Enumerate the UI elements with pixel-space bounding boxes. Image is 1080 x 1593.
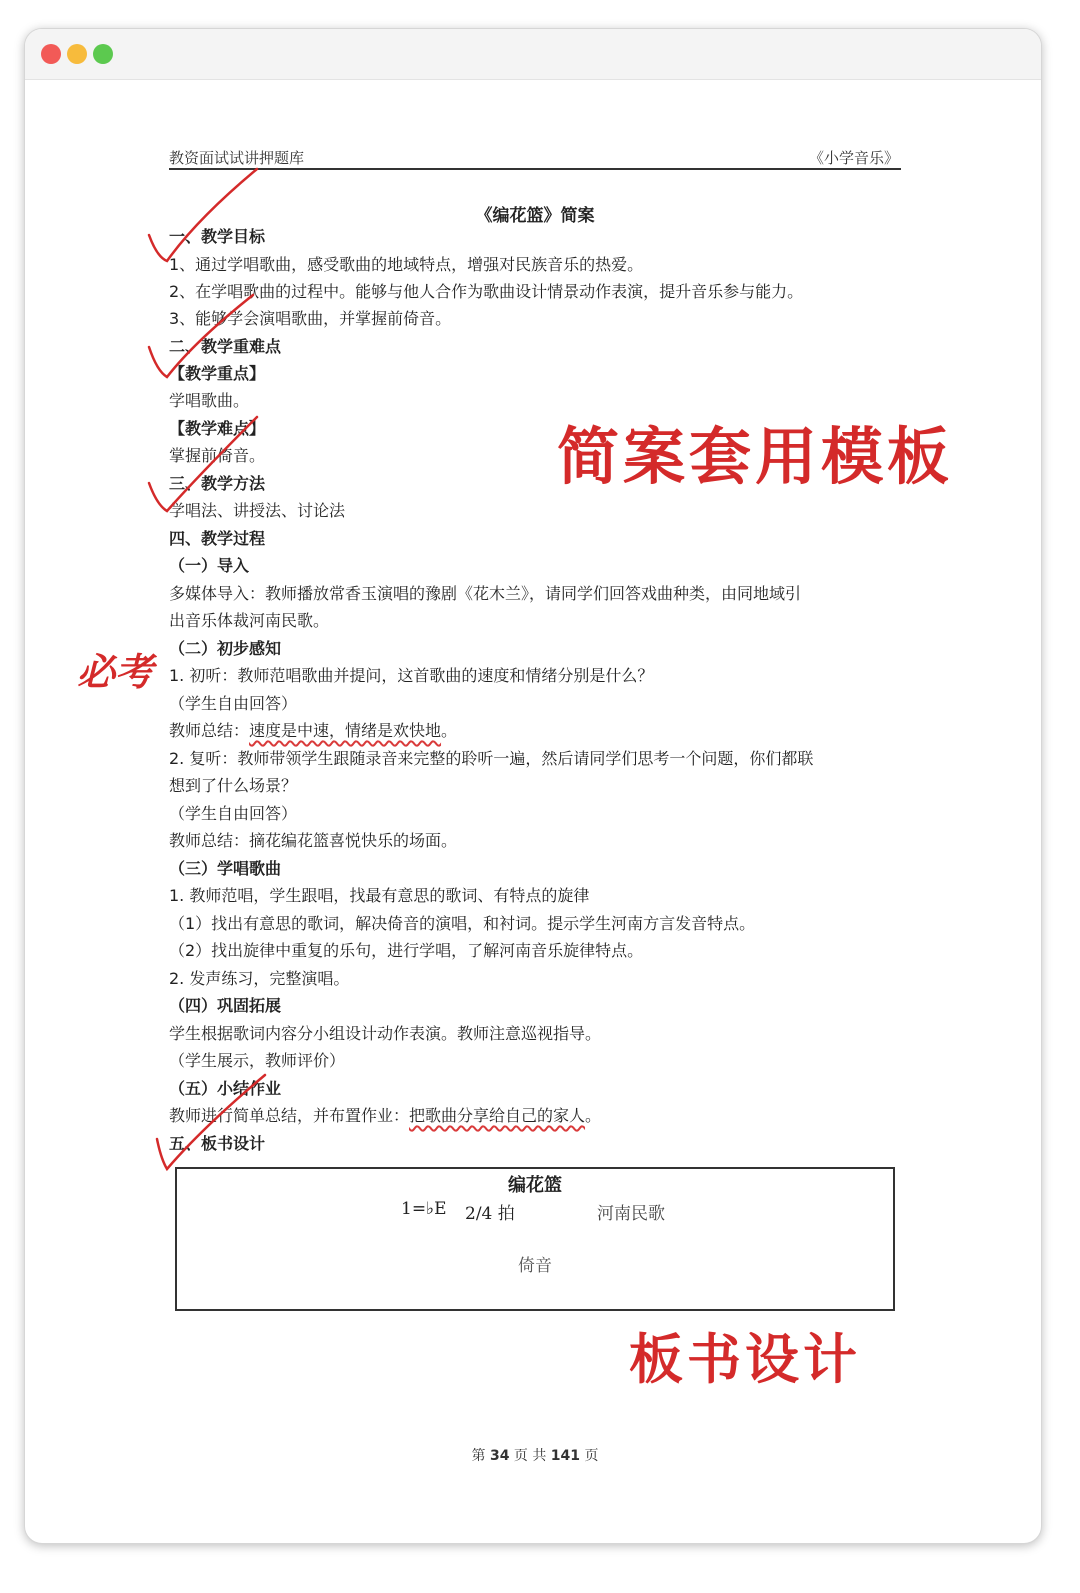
section-heading: 一、教学目标: [169, 227, 266, 246]
paragraph: 3、能够学会演唱歌曲，并掌握前倚音。: [169, 309, 452, 328]
check-mark-icon: [149, 169, 257, 261]
footer-prefix: 第: [471, 1448, 486, 1464]
paragraph: 学唱法、讲授法、讨论法: [169, 501, 346, 520]
paragraph: 想到了什么场景？: [169, 776, 298, 795]
board-title: 编花篮: [508, 1175, 562, 1196]
subheading: （二）初步感知: [169, 639, 282, 658]
paragraph: （学生展示，教师评价）: [169, 1051, 346, 1070]
footer-mid: 页 共: [513, 1448, 547, 1464]
paragraph: 学生根据歌词内容分小组设计动作表演。教师注意巡视指导。: [169, 1024, 602, 1043]
check-mark-icon: [149, 295, 253, 377]
board-grace-note: 倚音: [518, 1256, 552, 1276]
board-genre: 河南民歌: [597, 1204, 665, 1224]
subheading: （一）导入: [169, 556, 250, 575]
subheading: （四）巩固拓展: [169, 996, 282, 1015]
page-header-left: 教资面试试讲押题库: [169, 149, 305, 167]
subheading: （五）小结作业: [169, 1079, 282, 1098]
total-pages: 141: [550, 1448, 581, 1464]
subheading: 【教学难点】: [169, 419, 266, 438]
page-number: 34: [489, 1448, 510, 1464]
handwritten-template-note: 简案套用模板: [557, 420, 954, 493]
handwritten-board-note: 板书设计: [629, 1327, 861, 1391]
paragraph: 1. 教师范唱，学生跟唱，找最有意思的歌词、有特点的旋律: [169, 886, 590, 905]
paragraph: 2. 发声练习，完整演唱。: [169, 969, 350, 988]
section-heading: 四、教学过程: [169, 529, 266, 548]
text-segment: 教师总结：: [169, 721, 250, 740]
document-window: [24, 28, 1042, 1544]
board-meter: 2/4 拍: [465, 1204, 515, 1224]
paragraph: 学唱歌曲。: [169, 391, 250, 410]
paragraph: （2）找出旋律中重复的乐句，进行学唱，了解河南音乐旋律特点。: [169, 941, 644, 960]
section-heading: 五、板书设计: [169, 1134, 266, 1153]
paragraph: 出音乐体裁河南民歌。: [169, 611, 330, 630]
paragraph: 2. 复听：教师带领学生跟随录音来完整的聆听一遍，然后请同学们思考一个问题，你们都联: [169, 749, 814, 768]
section-heading: 三、教学方法: [169, 474, 266, 493]
subheading: 【教学重点】: [169, 364, 266, 383]
board-key: 1=♭E: [401, 1199, 447, 1219]
underlined-text: 速度是中速，情绪是欢快地: [249, 721, 442, 740]
text-segment: 。: [441, 721, 458, 740]
paragraph: 2、在学唱歌曲的过程中。能够与他人合作为歌曲设计情景动作表演，提升音乐参与能力。: [169, 282, 804, 301]
check-mark-icon: [149, 417, 257, 511]
underlined-text: 把歌曲分享给自己的家人: [409, 1106, 586, 1125]
text-segment: 教师进行简单总结，并布置作业：: [169, 1106, 410, 1125]
check-mark-icon: [157, 1075, 265, 1169]
subheading: （三）学唱歌曲: [169, 859, 282, 878]
paragraph: 掌握前倚音。: [169, 446, 266, 465]
page-header-right: 《小学音乐》: [808, 149, 899, 167]
handwritten-checkmarks: [25, 29, 1041, 1543]
paragraph: 教师总结：摘花编花篮喜悦快乐的场面。: [169, 831, 458, 850]
text-segment: 。: [585, 1106, 602, 1125]
paragraph: （学生自由回答）: [169, 694, 298, 713]
handwritten-must-note: 必考: [77, 649, 154, 694]
paragraph: （学生自由回答）: [169, 804, 298, 823]
paragraph: 多媒体导入：教师播放常香玉演唱的豫剧《花木兰》，请同学们回答戏曲种类，由同地域引: [169, 584, 802, 603]
paragraph: （1）找出有意思的歌词，解决倚音的演唱，和衬词。提示学生河南方言发音特点。: [169, 914, 756, 933]
document-title: 《编花篮》简案: [475, 206, 595, 226]
section-heading: 二、教学重难点: [169, 337, 282, 356]
footer-suffix: 页: [584, 1448, 599, 1464]
paragraph: 1. 初听：教师范唱歌曲并提问，这首歌曲的速度和情绪分别是什么？: [169, 666, 654, 685]
paragraph: 1、通过学唱歌曲，感受歌曲的地域特点，增强对民族音乐的热爱。: [169, 255, 644, 274]
